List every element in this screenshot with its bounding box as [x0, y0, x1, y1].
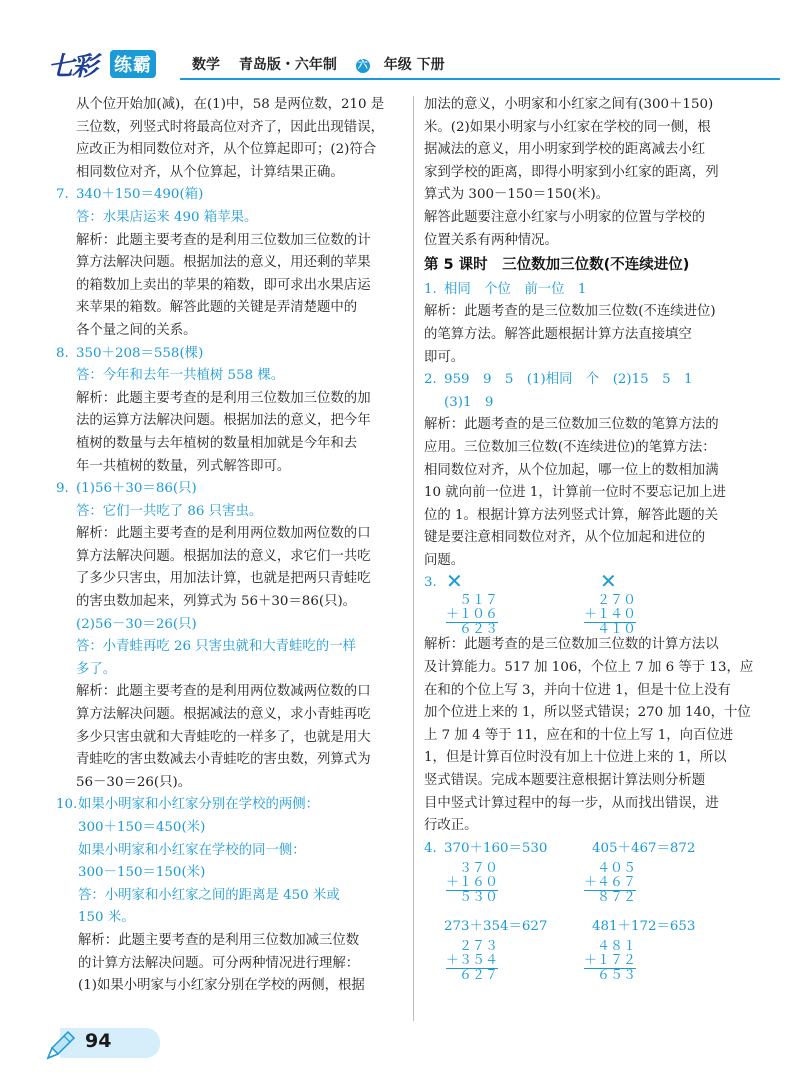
question-10-answer-cont: 150 米。 — [78, 910, 135, 926]
text-line: 相同数位对齐，从个位算起，计算结果正确。 — [76, 164, 344, 180]
question-number: 2. — [424, 372, 437, 388]
vertical-calc: ４０５ ＋４６７ ８７２ — [584, 860, 637, 905]
question-number: 1. — [424, 281, 437, 297]
explanation-line: 解析：此题主要考查的是利用三位数加三位数的加 — [76, 390, 371, 406]
text-line: 应改正为相同数位对齐，从个位算起即可；(2)符合 — [76, 142, 377, 158]
book-info — [192, 54, 459, 74]
vertical-calc: ２７３ ＋３５４ ６２７ — [446, 938, 499, 983]
text-line: 解答此题要注意小红家与小明家的位置与学校的 — [424, 209, 706, 225]
question-9-equation-1: 9. (1)56＋30＝86(只) — [56, 478, 406, 501]
problem-4-equation: 273＋354＝627 — [444, 918, 548, 934]
explanation-line: 解析：此题主要考查的是利用三位数加减三位数 — [78, 932, 360, 948]
explanation-line: 的计算方法解决问题。可分两种情况进行理解： — [78, 955, 360, 971]
question-number: 9. — [56, 481, 69, 497]
question-number: 3. — [424, 575, 437, 591]
brand-logo — [40, 44, 180, 84]
explanation-line: 竖式错误。完成本题要注意根据计算法则分析题 — [424, 773, 706, 789]
grade-badge: 六 — [357, 60, 368, 71]
vertical-calc: ５１７ ＋１０６ ６２３ — [446, 593, 499, 638]
explanation-line: 解析：此题主要考查的是利用三位数加三位数的计 — [76, 232, 371, 248]
explanation-line: 的箱数加上卖出的苹果的箱数，即可求出水果店运 — [76, 277, 371, 293]
question-number: 8. — [56, 345, 69, 361]
explanation-line: 解析：此题考查的是三位数加三位数的笔算方法的 — [424, 417, 719, 433]
text-line: 家到学校的距离，即得小明家到小红家的距离，列 — [424, 164, 719, 180]
problem-4-row-1 — [424, 838, 772, 916]
explanation-line: 多少只害虫就和大青蛙吃的一样多了，也就是用大 — [76, 729, 371, 745]
vertical-calc: ２７０ ＋１４０ ４１０ — [584, 593, 637, 638]
explanation-line: 目中竖式计算过程中的每一步，从而找出错误，进 — [424, 795, 719, 811]
problem-2-answer-cont: (3)1 9 — [444, 394, 494, 410]
explanation-line: 解析：此题考查的是三位数加三位数(不连续进位) — [424, 304, 716, 320]
text-line: 从个位开始加(减)，在(1)中，58 是两位数，210 是 — [76, 97, 385, 112]
problem-3-vertical-calcs — [424, 569, 772, 638]
explanation-line: 位的 1。根据计算方法列竖式计算，解答此题的关 — [424, 507, 718, 523]
explanation-line: 的害虫数加起来，列算式为 56＋30＝86(只)。 — [76, 594, 357, 610]
explanation-line: 问题。 — [424, 552, 465, 568]
question-number: 4. — [424, 840, 437, 856]
explanation-line: 算方法解决问题。根据加法的意义，用还剩的苹果 — [76, 255, 371, 271]
problem-4-row-2 — [424, 916, 772, 994]
explanation-line: 了多少只害虫，用加法计算，也就是把两只青蛙吃 — [76, 571, 371, 587]
text-line: 米。(2)如果小明家与小红家在学校的同一侧，根 — [424, 119, 711, 135]
column-divider — [413, 96, 414, 1021]
left-column — [56, 94, 406, 998]
question-9-equation-2: (2)56－30＝26(只) — [76, 616, 197, 632]
explanation-line: 及计算能力。517 加 106，个位上 7 加 6 等于 13，应 — [424, 660, 754, 676]
question-10-case-1: 10.如果小明家和小红家分别在学校的两侧： — [56, 794, 406, 817]
problem-4-equation: 405＋467＝872 — [592, 840, 696, 856]
question-9-answer-1: 答：它们一共吃了 86 只害虫。 — [76, 503, 263, 519]
explanation-line: 解析：此题考查的是三位数加三位数的计算方法以 — [424, 637, 719, 653]
wrong-mark-icon: ✕ — [446, 569, 463, 594]
vertical-calc: ４８１ ＋１７２ ６５３ — [584, 938, 637, 983]
logo-main-text: 七彩 — [48, 52, 97, 82]
subject-label: 数学 — [192, 57, 220, 73]
lesson-title: 第 5 课时 三位数加三位数(不连续进位) — [424, 257, 690, 274]
explanation-line: (1)如果小明家与小红家分别在学校的两侧，根据 — [78, 978, 365, 994]
pencil-icon — [40, 1026, 80, 1066]
explanation-line: 1，但是计算百位时没有加上十位进上来的 1，所以 — [424, 750, 727, 766]
right-column — [424, 94, 772, 994]
question-9-answer-2: 答：小青蛙再吃 26 只害虫就和大青蛙吃的一样 — [76, 639, 356, 655]
logo-sub-text: 练霸 — [110, 50, 156, 78]
explanation-line: 在和的个位上写 3，并向十位进 1，但是十位上没有 — [424, 682, 731, 698]
question-8-equation: 8. 350＋208＝558(棵) — [56, 343, 406, 366]
text-line: 加法的意义，小明家和小红家之间有(300＋150) — [424, 97, 714, 112]
header-divider — [180, 78, 780, 80]
question-10-case-2: 如果小明家和小红家在学校的同一侧： — [78, 842, 306, 858]
question-10-equation-1: 300＋150＝450(米) — [78, 820, 206, 835]
page-header — [40, 44, 785, 88]
question-8-answer: 答：今年和去年一共植树 558 棵。 — [76, 368, 285, 384]
question-number: 10. — [56, 797, 78, 813]
explanation-line: 的笔算方法。解答此题根据计算方法直接填空 — [424, 326, 692, 342]
explanation-line: 青蛙吃的害虫数减去小青蛙吃的害虫数，列算式为 — [76, 752, 371, 768]
edition-label: 青岛版・六年制 — [238, 57, 337, 73]
explanation-line: 各个量之间的关系。 — [76, 322, 197, 338]
explanation-line: 相同数位对齐，从个位加起，哪一位上的数相加满 — [424, 462, 719, 478]
explanation-line: 上 7 加 4 等于 11，应在和的十位上写 1，向百位进 — [424, 727, 734, 743]
problem-1-answer: 1. 相同 个位 前一位 1 — [424, 279, 772, 302]
text-line: 位置关系有两种情况。 — [424, 232, 558, 248]
problem-2-answer: 2. 959 9 5 (1)相同 个 (2)15 5 1 — [424, 369, 772, 392]
wrong-mark-icon: ✕ — [600, 569, 617, 594]
question-10-equation-2: 300－150＝150(米) — [78, 865, 206, 881]
explanation-line: 应用。三位数加三位数(不连续进位)的笔算方法： — [424, 439, 716, 455]
explanation-line: 加个位进上来的 1，所以竖式错误；270 加 140，十位 — [424, 705, 751, 721]
question-7-equation: 7. 340＋150＝490(箱) — [56, 184, 406, 207]
explanation-line: 植树的数量与去年植树的数量相加就是今年和去 — [76, 435, 358, 451]
explanation-line: 来苹果的箱数。解答此题的关键是弄清楚题中的 — [76, 300, 358, 316]
problem-4-equation: 481＋172＝653 — [592, 918, 696, 934]
question-9-answer-2-cont: 多了。 — [76, 661, 117, 677]
explanation-line: 算方法解决问题。根据减法的意义，求小青蛙再吃 — [76, 707, 371, 723]
question-number: 7. — [56, 187, 69, 203]
grade-label: 年级 下册 — [383, 57, 445, 73]
question-10-answer: 答：小明家和小红家之间的距离是 450 米或 — [78, 887, 340, 903]
explanation-line: 10 就向前一位进 1，计算前一位时不要忘记加上进 — [424, 485, 726, 501]
problem-4-equation: 370＋160＝530 — [444, 840, 548, 856]
explanation-line: 键是要注意相同数位对齐，从个位加起和进位的 — [424, 530, 706, 546]
vertical-calc: ３７０ ＋１６０ ５３０ — [446, 860, 499, 905]
page-number: 94 — [85, 1030, 112, 1052]
explanation-line: 行改正。 — [424, 818, 478, 834]
explanation-line: 56－30＝26(只)。 — [76, 774, 192, 790]
text-line: 算式为 300－150＝150(米)。 — [424, 187, 610, 203]
explanation-line: 解析：此题主要考查的是利用两位数减两位数的口 — [76, 684, 371, 700]
explanation-line: 即可。 — [424, 349, 465, 365]
explanation-line: 法的运算方法解决问题。根据加法的意义，把今年 — [76, 413, 371, 429]
question-7-answer: 答：水果店运来 490 箱苹果。 — [76, 209, 258, 225]
text-line: 三位数，列竖式时将最高位对齐了，因此出现错误， — [76, 119, 384, 135]
explanation-line: 解析：此题主要考查的是利用两位数加两位数的口 — [76, 526, 371, 542]
text-line: 据减法的意义，用小明家到学校的距离减去小红 — [424, 142, 706, 158]
explanation-line: 年一共植树的数量，列式解答即可。 — [76, 458, 291, 474]
explanation-line: 算方法解决问题。根据加法的意义，求它们一共吃 — [76, 548, 371, 564]
